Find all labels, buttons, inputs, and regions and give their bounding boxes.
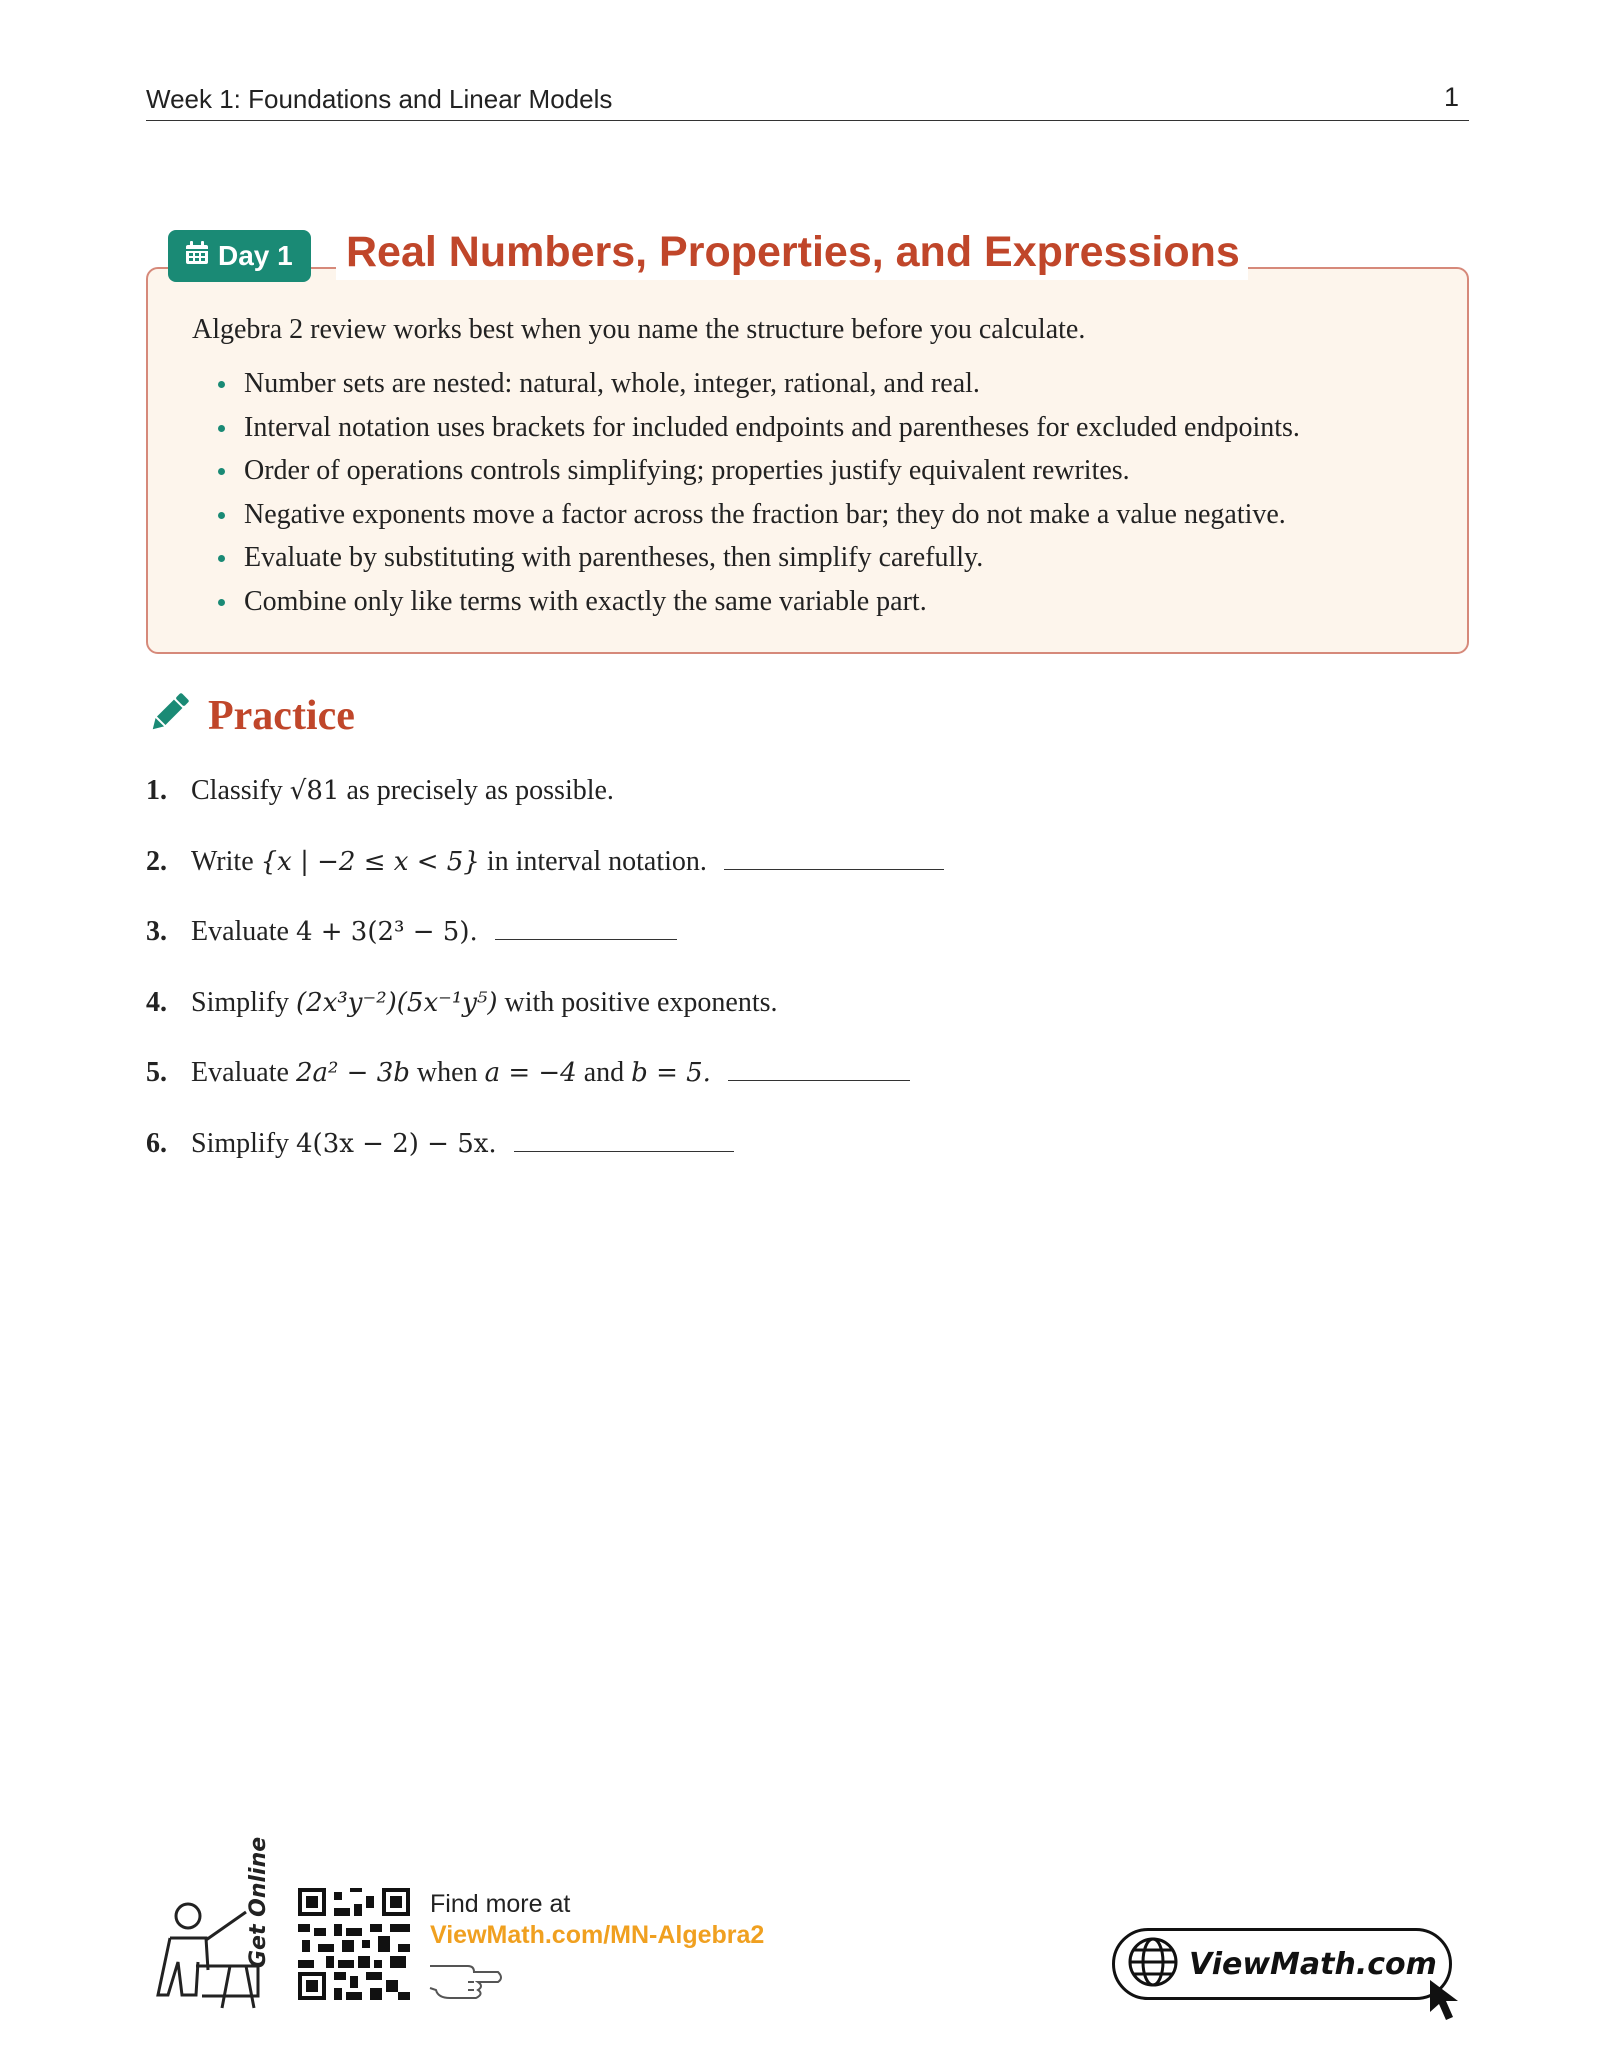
bullet-icon bbox=[218, 381, 225, 388]
answer-blank[interactable] bbox=[495, 919, 677, 940]
list-item: Evaluate by substituting with parentheses, then simplify carefully. bbox=[192, 536, 1300, 580]
find-more-label: Find more at bbox=[430, 1890, 571, 1918]
math-expression: (2x³y⁻²)(5x⁻¹y⁵) bbox=[296, 987, 498, 1018]
day-intro: Algebra 2 review works best when you name the structure before you calculate. bbox=[192, 314, 1086, 345]
practice-heading bbox=[146, 690, 355, 741]
answer-blank[interactable] bbox=[514, 1131, 734, 1152]
page-number: 1 bbox=[1443, 82, 1459, 112]
bullet-icon bbox=[218, 555, 225, 562]
practice-title: Practice bbox=[208, 692, 355, 739]
page-header bbox=[146, 80, 1469, 121]
answer-blank[interactable] bbox=[728, 1060, 910, 1081]
answer-blank[interactable] bbox=[724, 849, 944, 870]
day-tab-label: Day 1 bbox=[218, 240, 293, 271]
pencil-icon bbox=[146, 690, 192, 741]
math-expression: 2a² − 3b bbox=[295, 1058, 410, 1089]
math-expression: √81 bbox=[289, 776, 340, 806]
bullet-icon bbox=[218, 468, 225, 475]
math-expression: {x | −2 ≤ x < 5} bbox=[260, 846, 480, 877]
list-item: Negative exponents move a factor across the fraction bar; they do not make a value negative. bbox=[192, 493, 1300, 537]
footer-text bbox=[430, 1890, 764, 1950]
viewmath-brand-badge[interactable] bbox=[1112, 1928, 1452, 2000]
brand-name: ViewMath.com bbox=[1189, 1946, 1437, 1982]
list-item: Order of operations controls simplifying; properties justify equivalent rewrites. bbox=[192, 449, 1300, 493]
math-expression: a = −4 bbox=[484, 1058, 577, 1089]
get-online-label: Get Online bbox=[246, 1836, 271, 1968]
math-expression: 4(3x − 2) − 5x. bbox=[296, 1128, 497, 1159]
day-tab bbox=[168, 230, 311, 282]
math-expression: 4 + 3(2³ − 5). bbox=[295, 917, 478, 948]
bullet-icon bbox=[218, 512, 225, 519]
day-title: Real Numbers, Properties, and Expressions bbox=[336, 224, 1248, 280]
list-item: Interval notation uses brackets for included endpoints and parentheses for excluded endpoints. bbox=[192, 406, 1300, 450]
calendar-icon bbox=[184, 240, 210, 273]
globe-icon bbox=[1127, 1936, 1179, 1993]
qr-code[interactable] bbox=[298, 1888, 410, 2005]
list-item: Number sets are nested: natural, whole, integer, rational, and real. bbox=[192, 362, 1300, 406]
bullet-icon bbox=[218, 599, 225, 606]
bullet-icon bbox=[218, 425, 225, 432]
header-title: Week 1: Foundations and Linear Models bbox=[146, 84, 613, 114]
viewmath-link[interactable]: ViewMath.com/MN-Algebra2 bbox=[430, 1921, 765, 1949]
key-points-list bbox=[192, 362, 1300, 623]
pointing-hand-icon bbox=[428, 1956, 508, 2007]
list-item: Combine only like terms with exactly the same variable part. bbox=[192, 580, 1300, 624]
cursor-icon bbox=[1428, 1978, 1466, 2027]
math-expression: b = 5. bbox=[631, 1058, 711, 1089]
